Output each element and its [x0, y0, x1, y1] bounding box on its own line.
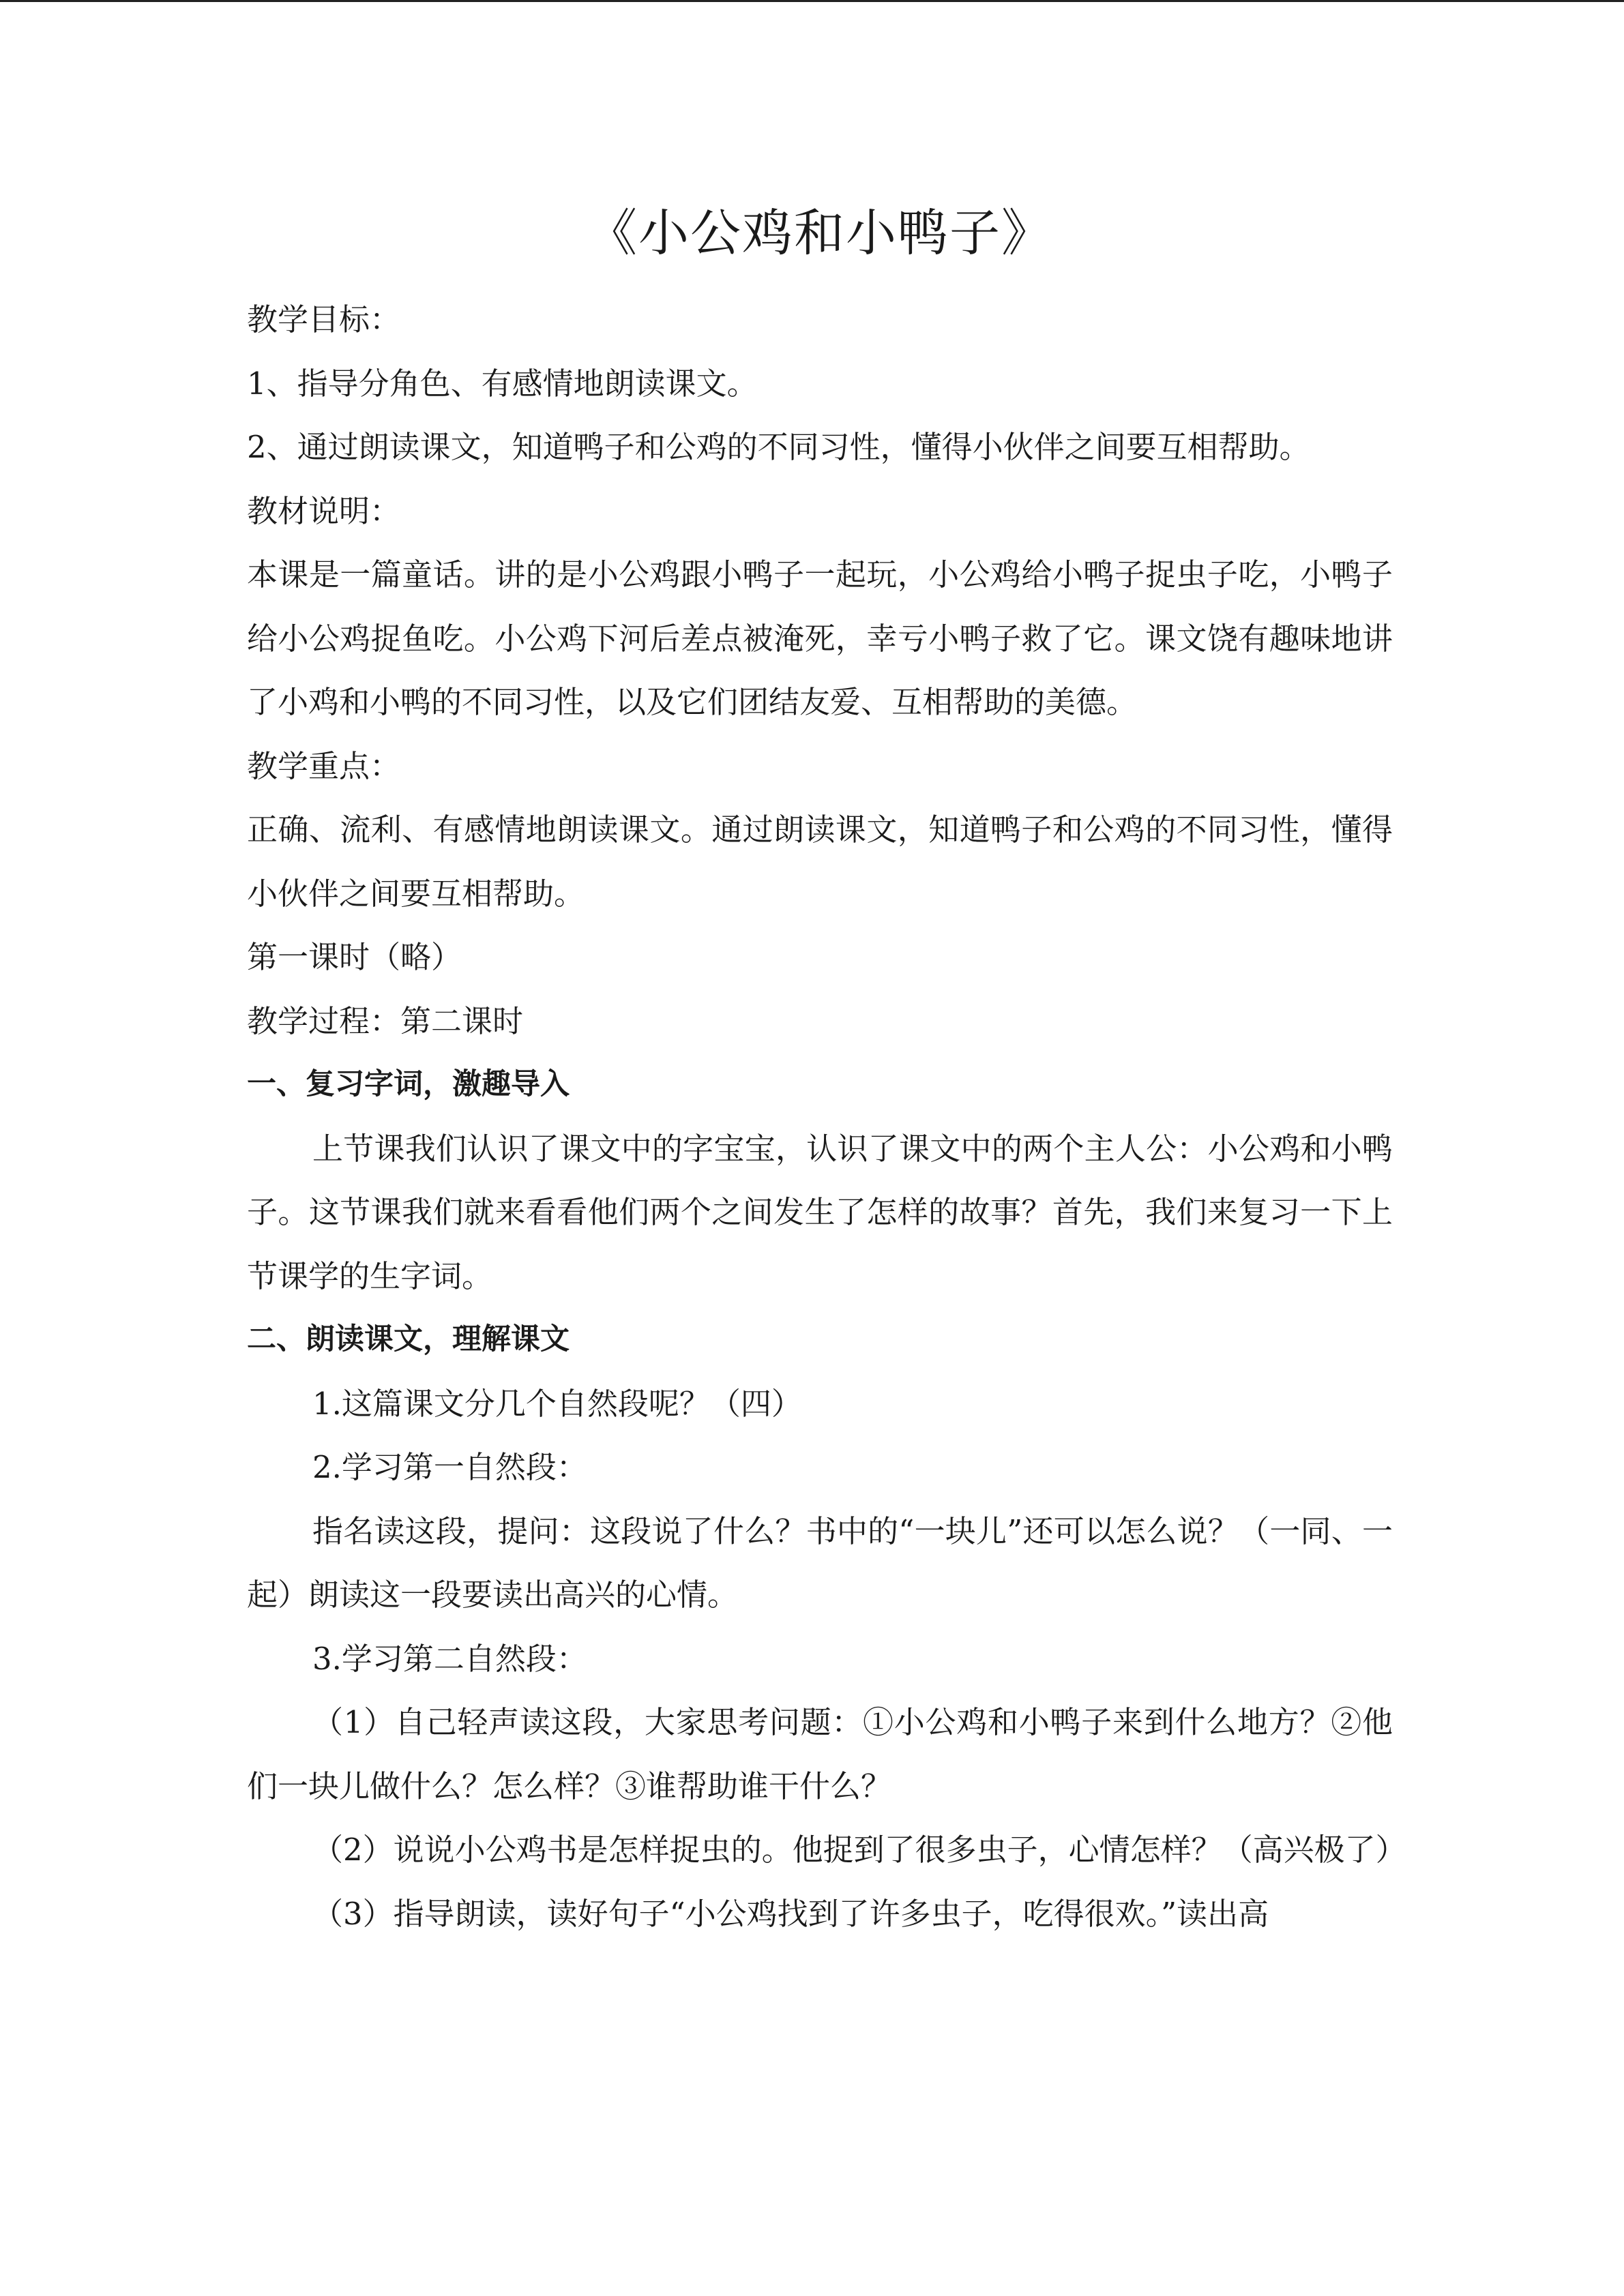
material-label: 教材说明： — [247, 492, 401, 529]
objectives-label: 教学目标： — [247, 301, 401, 338]
section-1-text: 上节课我们认识了课文中的字宝宝，认识了课文中的两个主人公：小公鸡和小鸭子。这节课我们就来看看他们两个之间发生了怎样的故事？首先，我们来复习一下上节课学的生字词。 — [247, 1130, 1393, 1294]
material-text: 本课是一篇童话。讲的是小公鸡跟小鸭子一起玩，小公鸡给小鸭子捉虫子吃，小鸭子给小公鸡捉鱼吃。小公鸡下河后差点被淹死，幸亏小鸭子救了它。课文饶有趣味地讲了小鸡和小鸭的不同习性，以及它们团结友爱、互相帮助的美德。 — [247, 556, 1393, 720]
process-label: 教学过程：第二课时 — [247, 1002, 524, 1039]
key-points-text: 正确、流利、有感情地朗读课文。通过朗读课文，知道鸭子和公鸡的不同习性，懂得小伙伴之间要互相帮助。 — [247, 811, 1393, 912]
document-page — [247, 192, 1406, 1945]
item-3-sub-2: （2）说说小公鸡书是怎样捉虫的。他捉到了很多虫子，心情怎样？（高兴极了） — [312, 1832, 1406, 1868]
top-border-line — [0, 0, 1624, 2]
item-3: 3.学习第二自然段： — [312, 1640, 587, 1677]
item-3-sub-3: （3）指导朗读，读好句子“小公鸡找到了许多虫子，吃得很欢。”读出高 — [312, 1895, 1269, 1932]
item-1: 1.这篇课文分几个自然段呢？（四） — [312, 1385, 802, 1422]
section-2-heading: 二、朗读课文，理解课文 — [247, 1322, 570, 1356]
first-lesson-note: 第一课时（略） — [247, 939, 462, 975]
item-2: 2.学习第一自然段： — [312, 1449, 587, 1485]
objective-1: 1、指导分角色、有感情地朗读课文。 — [247, 365, 758, 402]
key-points-label: 教学重点： — [247, 747, 401, 784]
section-1-heading: 一、复习字词，激趣导入 — [247, 1067, 570, 1101]
item-2-text: 指名读这段，提问：这段说了什么？书中的“一块儿”还可以怎么说？（一同、一起）朗读这一段要读出高兴的心情。 — [247, 1512, 1393, 1613]
item-3-sub-1: （1）自己轻声读这段，大家思考问题：①小公鸡和小鸭子来到什么地方？②他们一块儿做什么？怎么样？③谁帮助谁干什么？ — [247, 1704, 1393, 1804]
objective-2: 2、通过朗读课文，知道鸭子和公鸡的不同习性，懂得小伙伴之间要互相帮助。 — [247, 429, 1310, 465]
document-title: 《小公鸡和小鸭子》 — [587, 204, 1053, 263]
